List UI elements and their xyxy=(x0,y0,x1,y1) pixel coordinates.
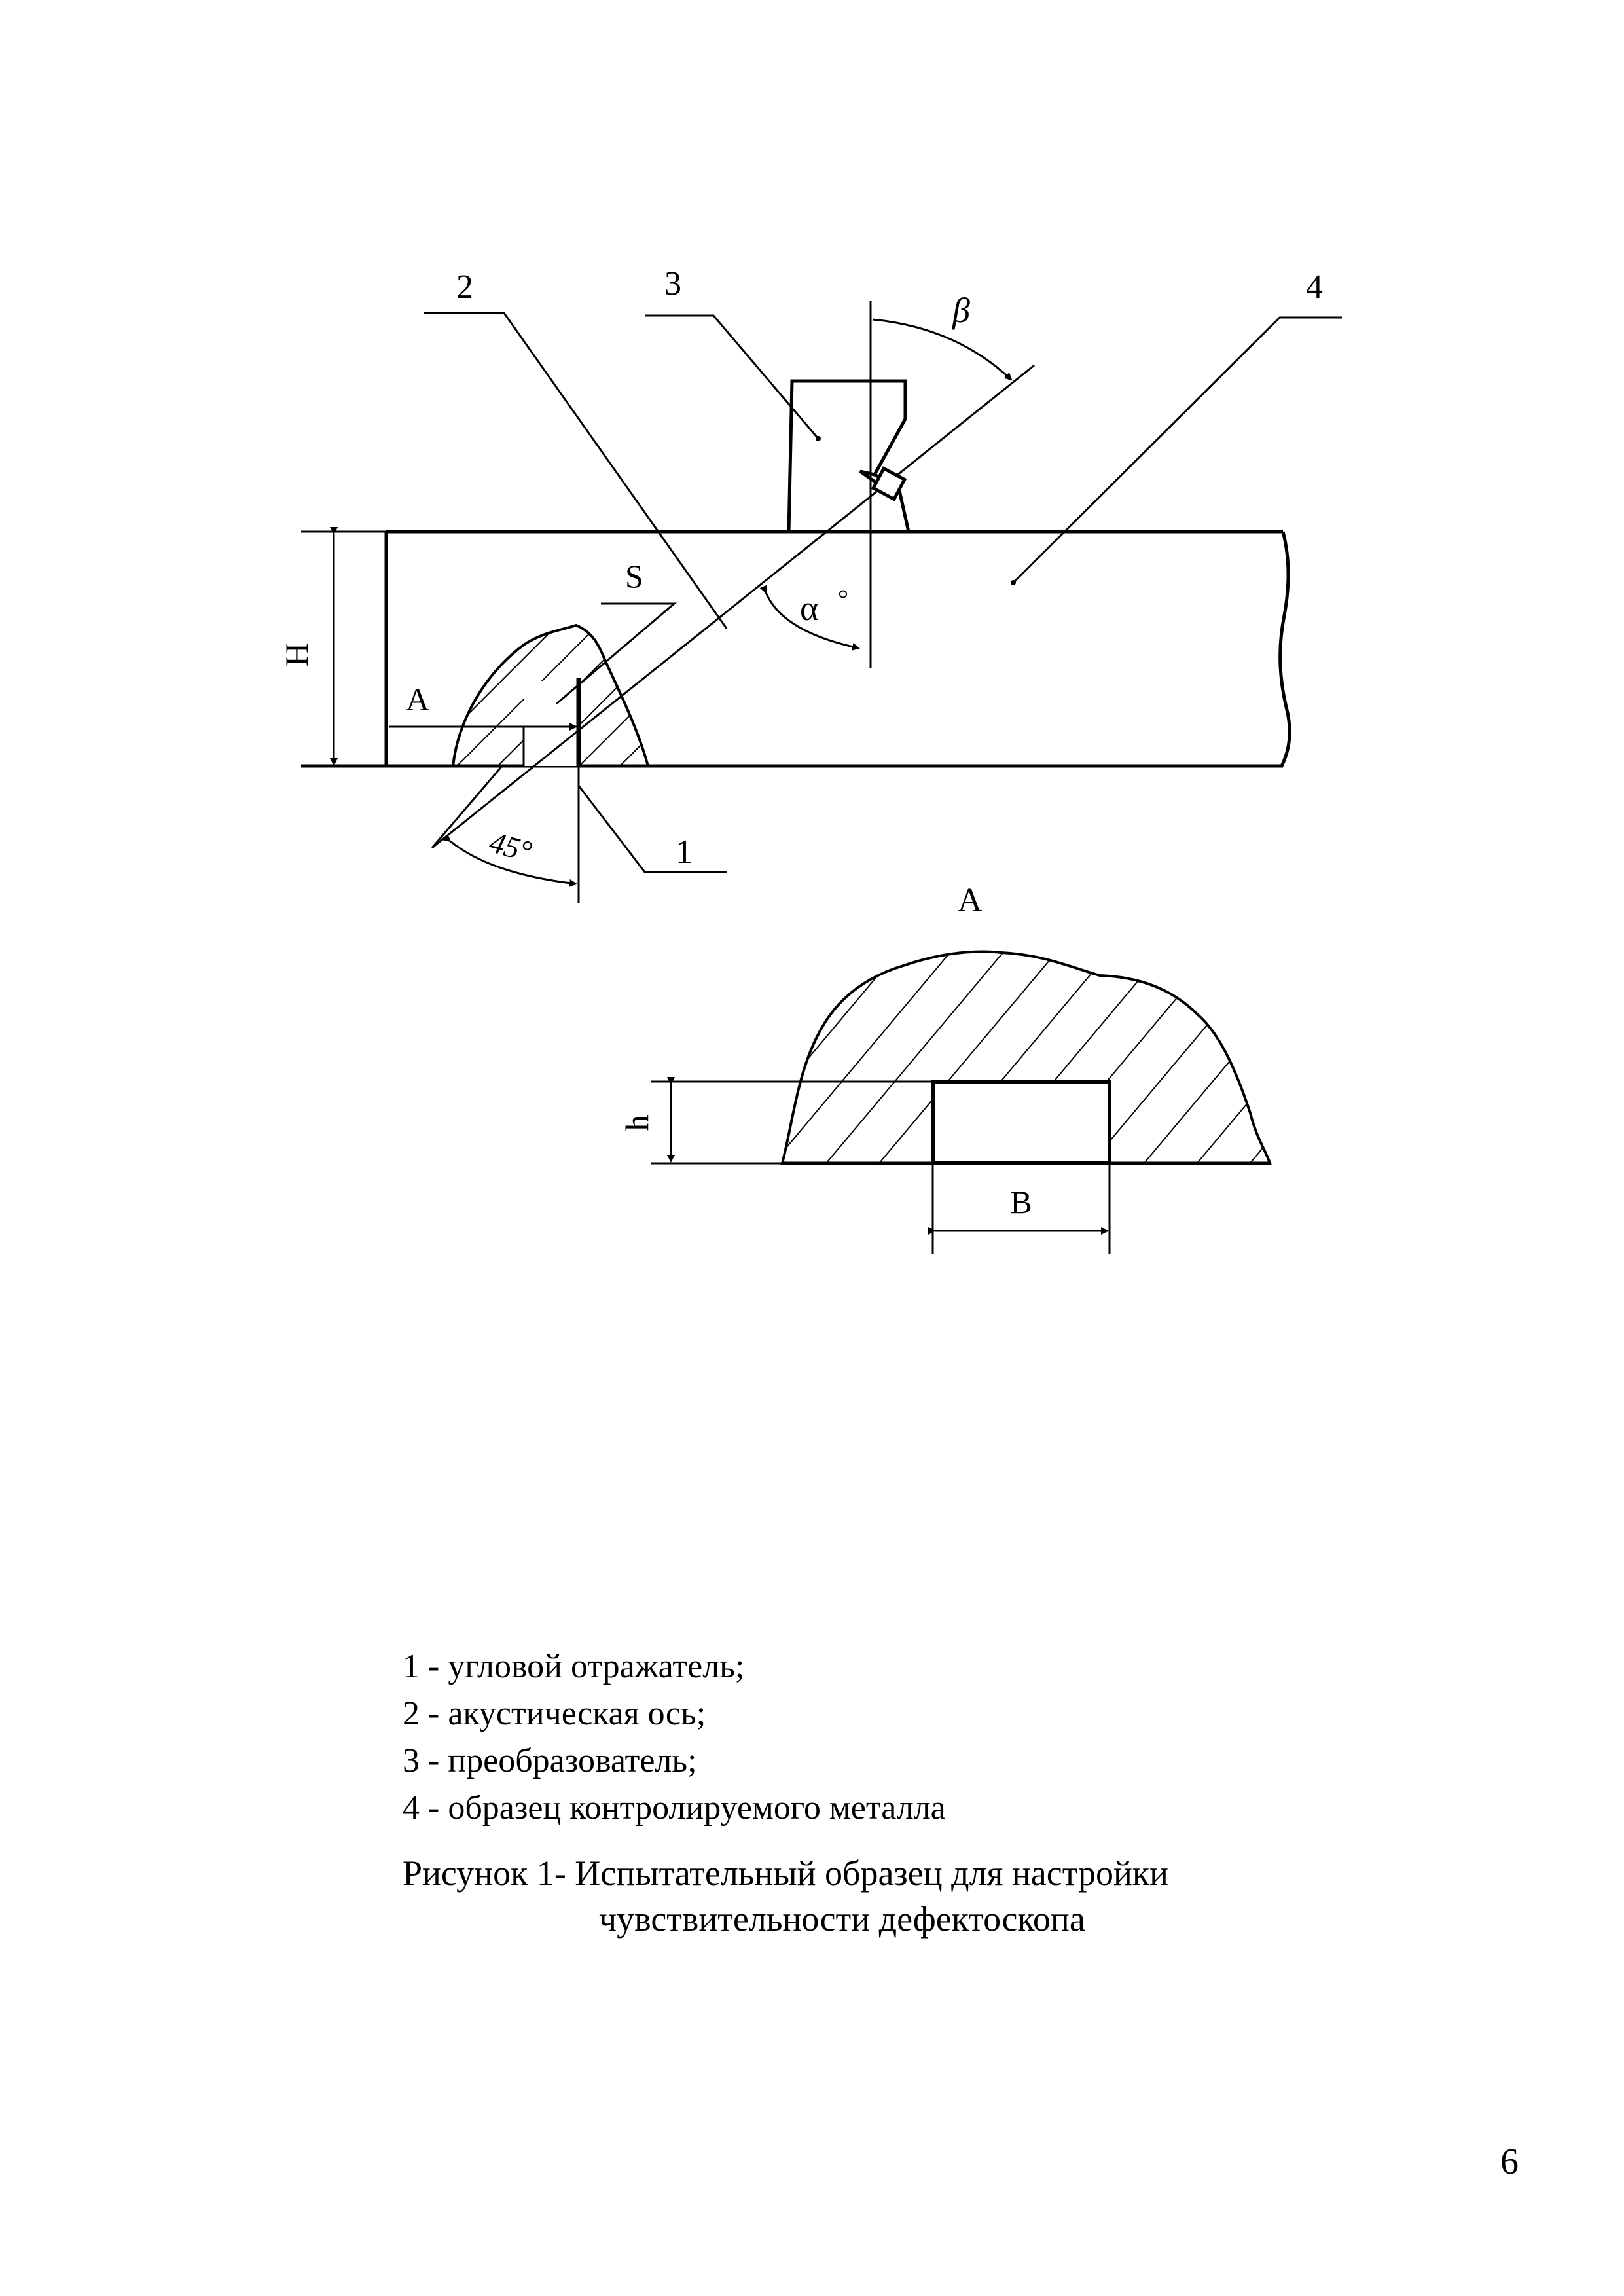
figure-caption-line-2: чувствительности дефектоскопа xyxy=(599,1899,1085,1939)
acoustic-axis-line xyxy=(432,365,1034,848)
legend xyxy=(403,1643,946,1832)
legend-item: 2 - акустическая ось; xyxy=(403,1695,706,1732)
alpha-degree-mark: ° xyxy=(838,584,848,613)
detail-a-title: A xyxy=(958,882,983,919)
callout-1-leader xyxy=(579,786,727,872)
reflector-hatched-region xyxy=(453,625,648,767)
angle-45-label: 45° xyxy=(486,825,535,869)
page-number: 6 xyxy=(1500,2141,1519,2182)
alpha-label: α xyxy=(800,589,819,628)
callout-3-label: 3 xyxy=(664,265,681,302)
callout-4-point xyxy=(1011,580,1016,585)
legend-item: 1 - угловой отражатель; xyxy=(403,1648,745,1685)
beta-label: β xyxy=(952,291,970,330)
transducer xyxy=(789,381,909,532)
figure-caption-line-1: Рисунок 1- Испытательный образец для настройки xyxy=(403,1853,1169,1893)
height-label: H xyxy=(278,642,315,667)
legend-item: 3 - преобразователь; xyxy=(403,1742,697,1779)
detail-a-view xyxy=(782,952,1270,1163)
section-a-label: A xyxy=(406,681,430,718)
notch-depth-label: h xyxy=(619,1114,655,1131)
callout-4-leader xyxy=(1013,318,1342,583)
callout-4-label: 4 xyxy=(1306,268,1323,306)
legend-item: 4 - образец контролируемого металла xyxy=(403,1789,946,1827)
callout-1-label: 1 xyxy=(676,833,693,871)
notch-width-label: B xyxy=(1010,1184,1032,1220)
s-label: S xyxy=(625,558,643,594)
callout-2-label: 2 xyxy=(456,268,473,306)
callout-2-leader xyxy=(424,313,727,629)
metal-sample-block xyxy=(301,532,1290,766)
beta-arc xyxy=(873,319,1011,380)
